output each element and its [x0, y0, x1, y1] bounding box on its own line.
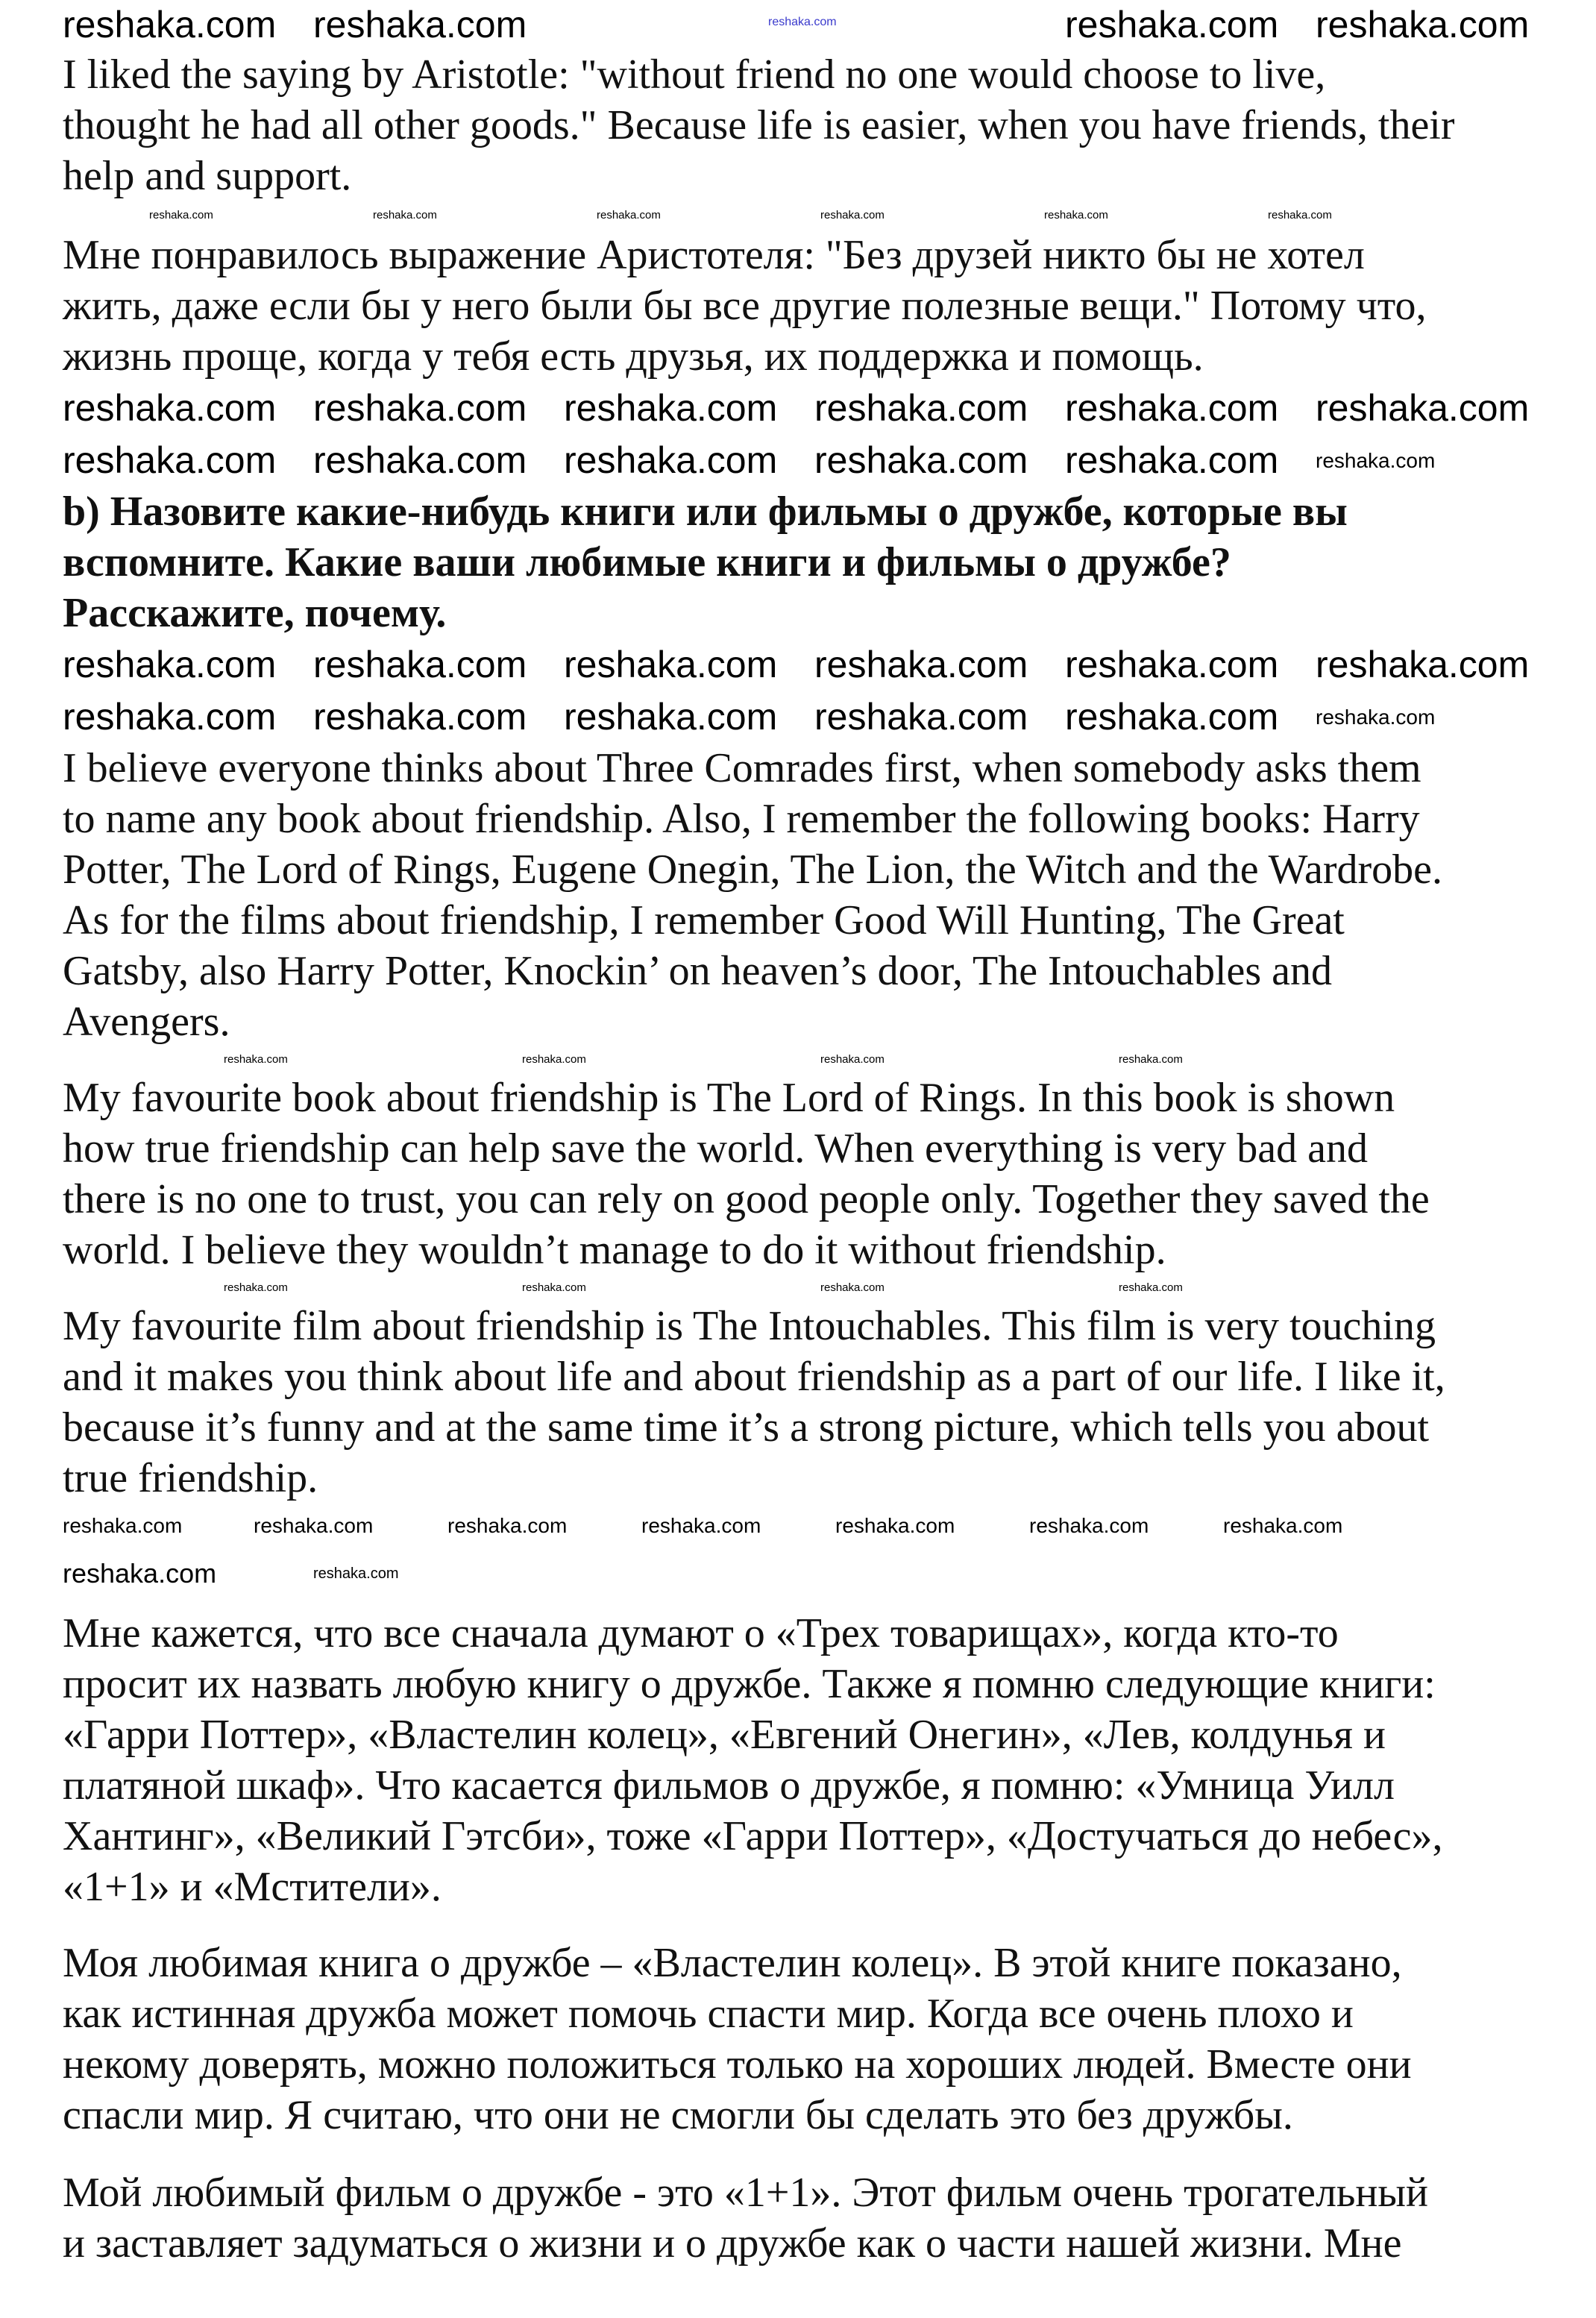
watermark: reshaka.com [564, 644, 778, 685]
text-line: how true friendship can help save the world. When everything is very bad and [63, 1125, 1368, 1172]
watermark: reshaka.com [522, 1281, 586, 1294]
watermark: reshaka.com [313, 1565, 399, 1582]
watermark: reshaka.com [63, 1558, 217, 1589]
watermark: reshaka.com [1065, 387, 1279, 429]
paragraph-favourite-film-ru [63, 2167, 1584, 2269]
text-line: «Гарри Поттер», «Властелин колец», «Евгений Онегин», «Лев, колдунья и [63, 1712, 1386, 1758]
watermark: reshaka.com [63, 439, 277, 481]
text-line: Potter, The Lord of Rings, Eugene Onegin, The Lion, the Witch and the Wardrobe. [63, 847, 1442, 893]
watermark: reshaka.com [1119, 1281, 1183, 1294]
text-line: как истинная дружба может помочь спасти мир. Когда все очень плохо и [63, 1991, 1354, 2037]
watermark: reshaka.com [63, 644, 277, 685]
paragraph-aristotle-en [63, 49, 1584, 201]
text-line: Мне понравилось выражение Аристотеля: "Без друзей никто бы не хотел [63, 232, 1365, 278]
text-line: true friendship. [63, 1455, 318, 1501]
text-line: As for the films about friendship, I remember Good Will Hunting, The Great [63, 897, 1345, 943]
text-line: Мне кажется, что все сначала думают о «Трех товарищах», когда кто-то [63, 1610, 1339, 1656]
paragraph-favourite-film-en [63, 1301, 1584, 1504]
watermark: reshaka.com [313, 4, 527, 45]
watermark: reshaka.com [149, 209, 213, 222]
watermark: reshaka.com [1065, 439, 1279, 481]
watermark: reshaka.com [820, 1053, 885, 1066]
watermark: reshaka.com [1316, 706, 1436, 729]
text-line: Моя любимая книга о дружбе – «Властелин колец». В этой книге показано, [63, 1940, 1402, 1986]
watermark: reshaka.com [447, 1514, 568, 1537]
text-line: because it’s funny and at the same time it’s a strong picture, which tells you about [63, 1404, 1430, 1451]
text-line: Gatsby, also Harry Potter, Knockin’ on heaven’s door, The Intouchables and [63, 948, 1333, 994]
text-line: b) Назовите какие-нибудь книги или фильмы о дружбе, которые вы [63, 489, 1348, 535]
text-line: and it makes you think about life and about friendship as a part of our life. I like it, [63, 1354, 1445, 1400]
watermark: reshaka.com [224, 1053, 288, 1066]
text-line: спасли мир. Я считаю, что они не смогли бы сделать это без дружбы. [63, 2092, 1293, 2138]
text-line: некому доверять, можно положиться только на хороших людей. Вместе они [63, 2041, 1412, 2088]
watermark: reshaka.com [814, 696, 1028, 738]
watermark: reshaka.com [63, 1514, 183, 1537]
text-line: to name any book about friendship. Also, I remember the following books: Harry [63, 796, 1420, 842]
watermark: reshaka.com [814, 644, 1028, 685]
paragraph-favourite-book-ru [63, 1938, 1584, 2140]
text-line: I liked the saying by Aristotle: "without friend no one would choose to live, [63, 51, 1326, 98]
text-line: платяной шкаф». Что касается фильмов о дружбе, я помню: «Умница Уилл [63, 1762, 1395, 1809]
watermark: reshaka.com [814, 439, 1028, 481]
watermark: reshaka.com [564, 387, 778, 429]
watermark: reshaka.com [63, 696, 277, 738]
watermark: reshaka.com [1316, 644, 1530, 685]
text-line: world. I believe they wouldn’t manage to do it without friendship. [63, 1227, 1166, 1273]
watermark: reshaka.com [564, 439, 778, 481]
watermark: reshaka.com [313, 696, 527, 738]
text-line: и заставляет задуматься о жизни и о дружбе как о части нашей жизни. Мне [63, 2220, 1402, 2267]
watermark: reshaka.com [63, 387, 277, 429]
watermark: reshaka.com [835, 1514, 955, 1537]
watermark: reshaka.com [63, 4, 277, 45]
watermark: reshaka.com [1065, 696, 1279, 738]
watermark: reshaka.com [1029, 1514, 1149, 1537]
watermark: reshaka.com [768, 16, 837, 28]
text-line: My favourite film about friendship is The Intouchables. This film is very touching [63, 1303, 1436, 1349]
paragraph-favourite-book-en [63, 1072, 1584, 1275]
text-line: Расскажите, почему. [63, 590, 447, 636]
watermark: reshaka.com [1316, 449, 1436, 472]
paragraph-books-ru [63, 1608, 1584, 1912]
text-line: Avengers. [63, 999, 230, 1045]
text-line: I believe everyone thinks about Three Comrades first, when somebody asks them [63, 745, 1421, 791]
text-line: there is no one to trust, you can rely on good people only. Together they saved the [63, 1176, 1430, 1222]
text-line: вспомните. Какие ваши любимые книги и фильмы о дружбе? [63, 539, 1231, 585]
watermark: reshaka.com [641, 1514, 761, 1537]
watermark: reshaka.com [1119, 1053, 1183, 1066]
text-line: help and support. [63, 153, 352, 199]
text-line: жить, даже если бы у него были бы все другие полезные вещи." Потому что, [63, 283, 1427, 329]
watermark: reshaka.com [820, 1281, 885, 1294]
paragraph-aristotle-ru [63, 230, 1584, 382]
watermark: reshaka.com [814, 387, 1028, 429]
watermark: reshaka.com [313, 644, 527, 685]
paragraph-books-en [63, 743, 1584, 1047]
watermark: reshaka.com [1223, 1514, 1343, 1537]
watermark: reshaka.com [1065, 4, 1279, 45]
watermark: reshaka.com [1316, 4, 1530, 45]
text-line: «1+1» и «Мстители». [63, 1864, 442, 1910]
watermark: reshaka.com [313, 439, 527, 481]
watermark: reshaka.com [820, 209, 885, 222]
task-heading [63, 486, 1584, 638]
text-line: жизнь проще, когда у тебя есть друзья, их поддержка и помощь. [63, 333, 1204, 380]
text-line: thought he had all other goods." Because life is easier, when you have friends, their [63, 102, 1455, 148]
watermark: reshaka.com [564, 696, 778, 738]
text-line: просит их назвать любую книгу о дружбе. Также я помню следующие книги: [63, 1661, 1436, 1707]
text-line: Хантинг», «Великий Гэтсби», тоже «Гарри Поттер», «Достучаться до небес», [63, 1813, 1443, 1859]
watermark: reshaka.com [224, 1281, 288, 1294]
watermark: reshaka.com [1065, 644, 1279, 685]
watermark: reshaka.com [597, 209, 661, 222]
watermark: reshaka.com [313, 387, 527, 429]
watermark: reshaka.com [254, 1514, 374, 1537]
watermark: reshaka.com [373, 209, 437, 222]
text-line: My favourite book about friendship is The Lord of Rings. In this book is shown [63, 1075, 1395, 1121]
watermark: reshaka.com [522, 1053, 586, 1066]
watermark: reshaka.com [1044, 209, 1108, 222]
watermark: reshaka.com [1316, 387, 1530, 429]
text-line: Мой любимый фильм о дружбе - это «1+1». Этот фильм очень трогательный [63, 2170, 1428, 2216]
watermark: reshaka.com [1268, 209, 1332, 222]
